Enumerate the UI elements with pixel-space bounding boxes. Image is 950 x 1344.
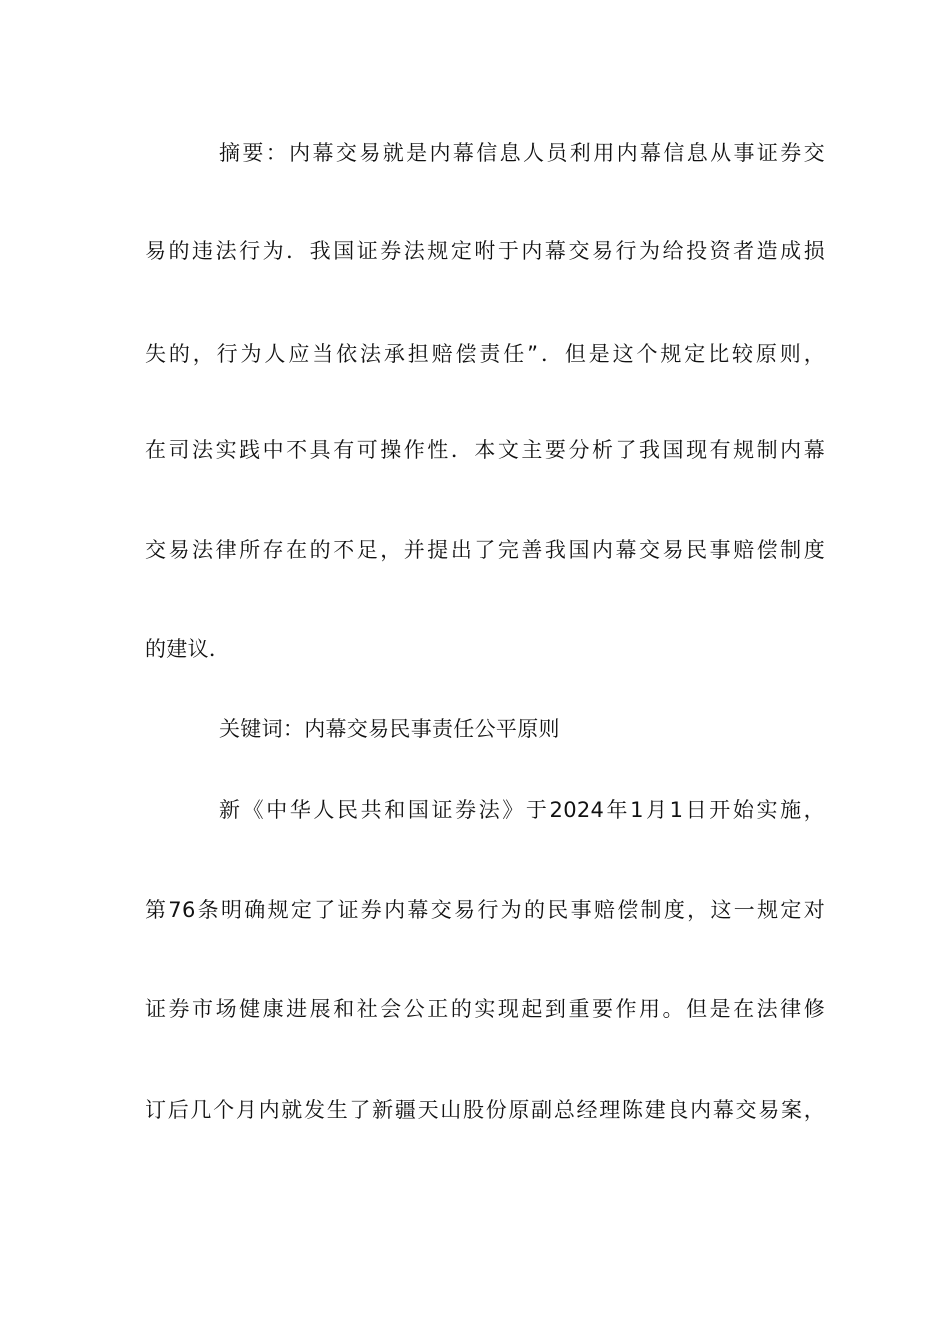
- abstract-line-5: 交易法律所存在的不足，并提出了完善我国内幕交易民事赔偿制度: [145, 538, 825, 562]
- abstract-line-3: 失的，行为人应当依法承担赔偿责任”．但是这个规定比较原则，: [145, 342, 825, 366]
- body-line-1: 新《中华人民共和国证券法》于2024年1月1日开始实施，: [219, 798, 825, 822]
- abstract-line-1: 摘要：内幕交易就是内幕信息人员利用内幕信息从事证券交: [219, 141, 825, 165]
- keywords-line: 关键词：内幕交易民事责任公平原则: [219, 717, 560, 741]
- abstract-line-6: 的建议．: [145, 637, 231, 661]
- body-line-2: 第76条明确规定了证券内幕交易行为的民事赔偿制度，这一规定对: [145, 898, 825, 922]
- abstract-line-2: 易的违法行为．我国证券法规定咐于内幕交易行为给投资者造成损: [145, 239, 825, 263]
- body-line-4: 订后几个月内就发生了新疆天山股份原副总经理陈建良内幕交易案，: [145, 1098, 825, 1122]
- body-line-3: 证券市场健康进展和社会公正的实现起到重要作用。但是在法律修: [145, 997, 825, 1021]
- abstract-line-4: 在司法实践中不具有可操作性．本文主要分析了我国现有规制内幕: [145, 438, 825, 462]
